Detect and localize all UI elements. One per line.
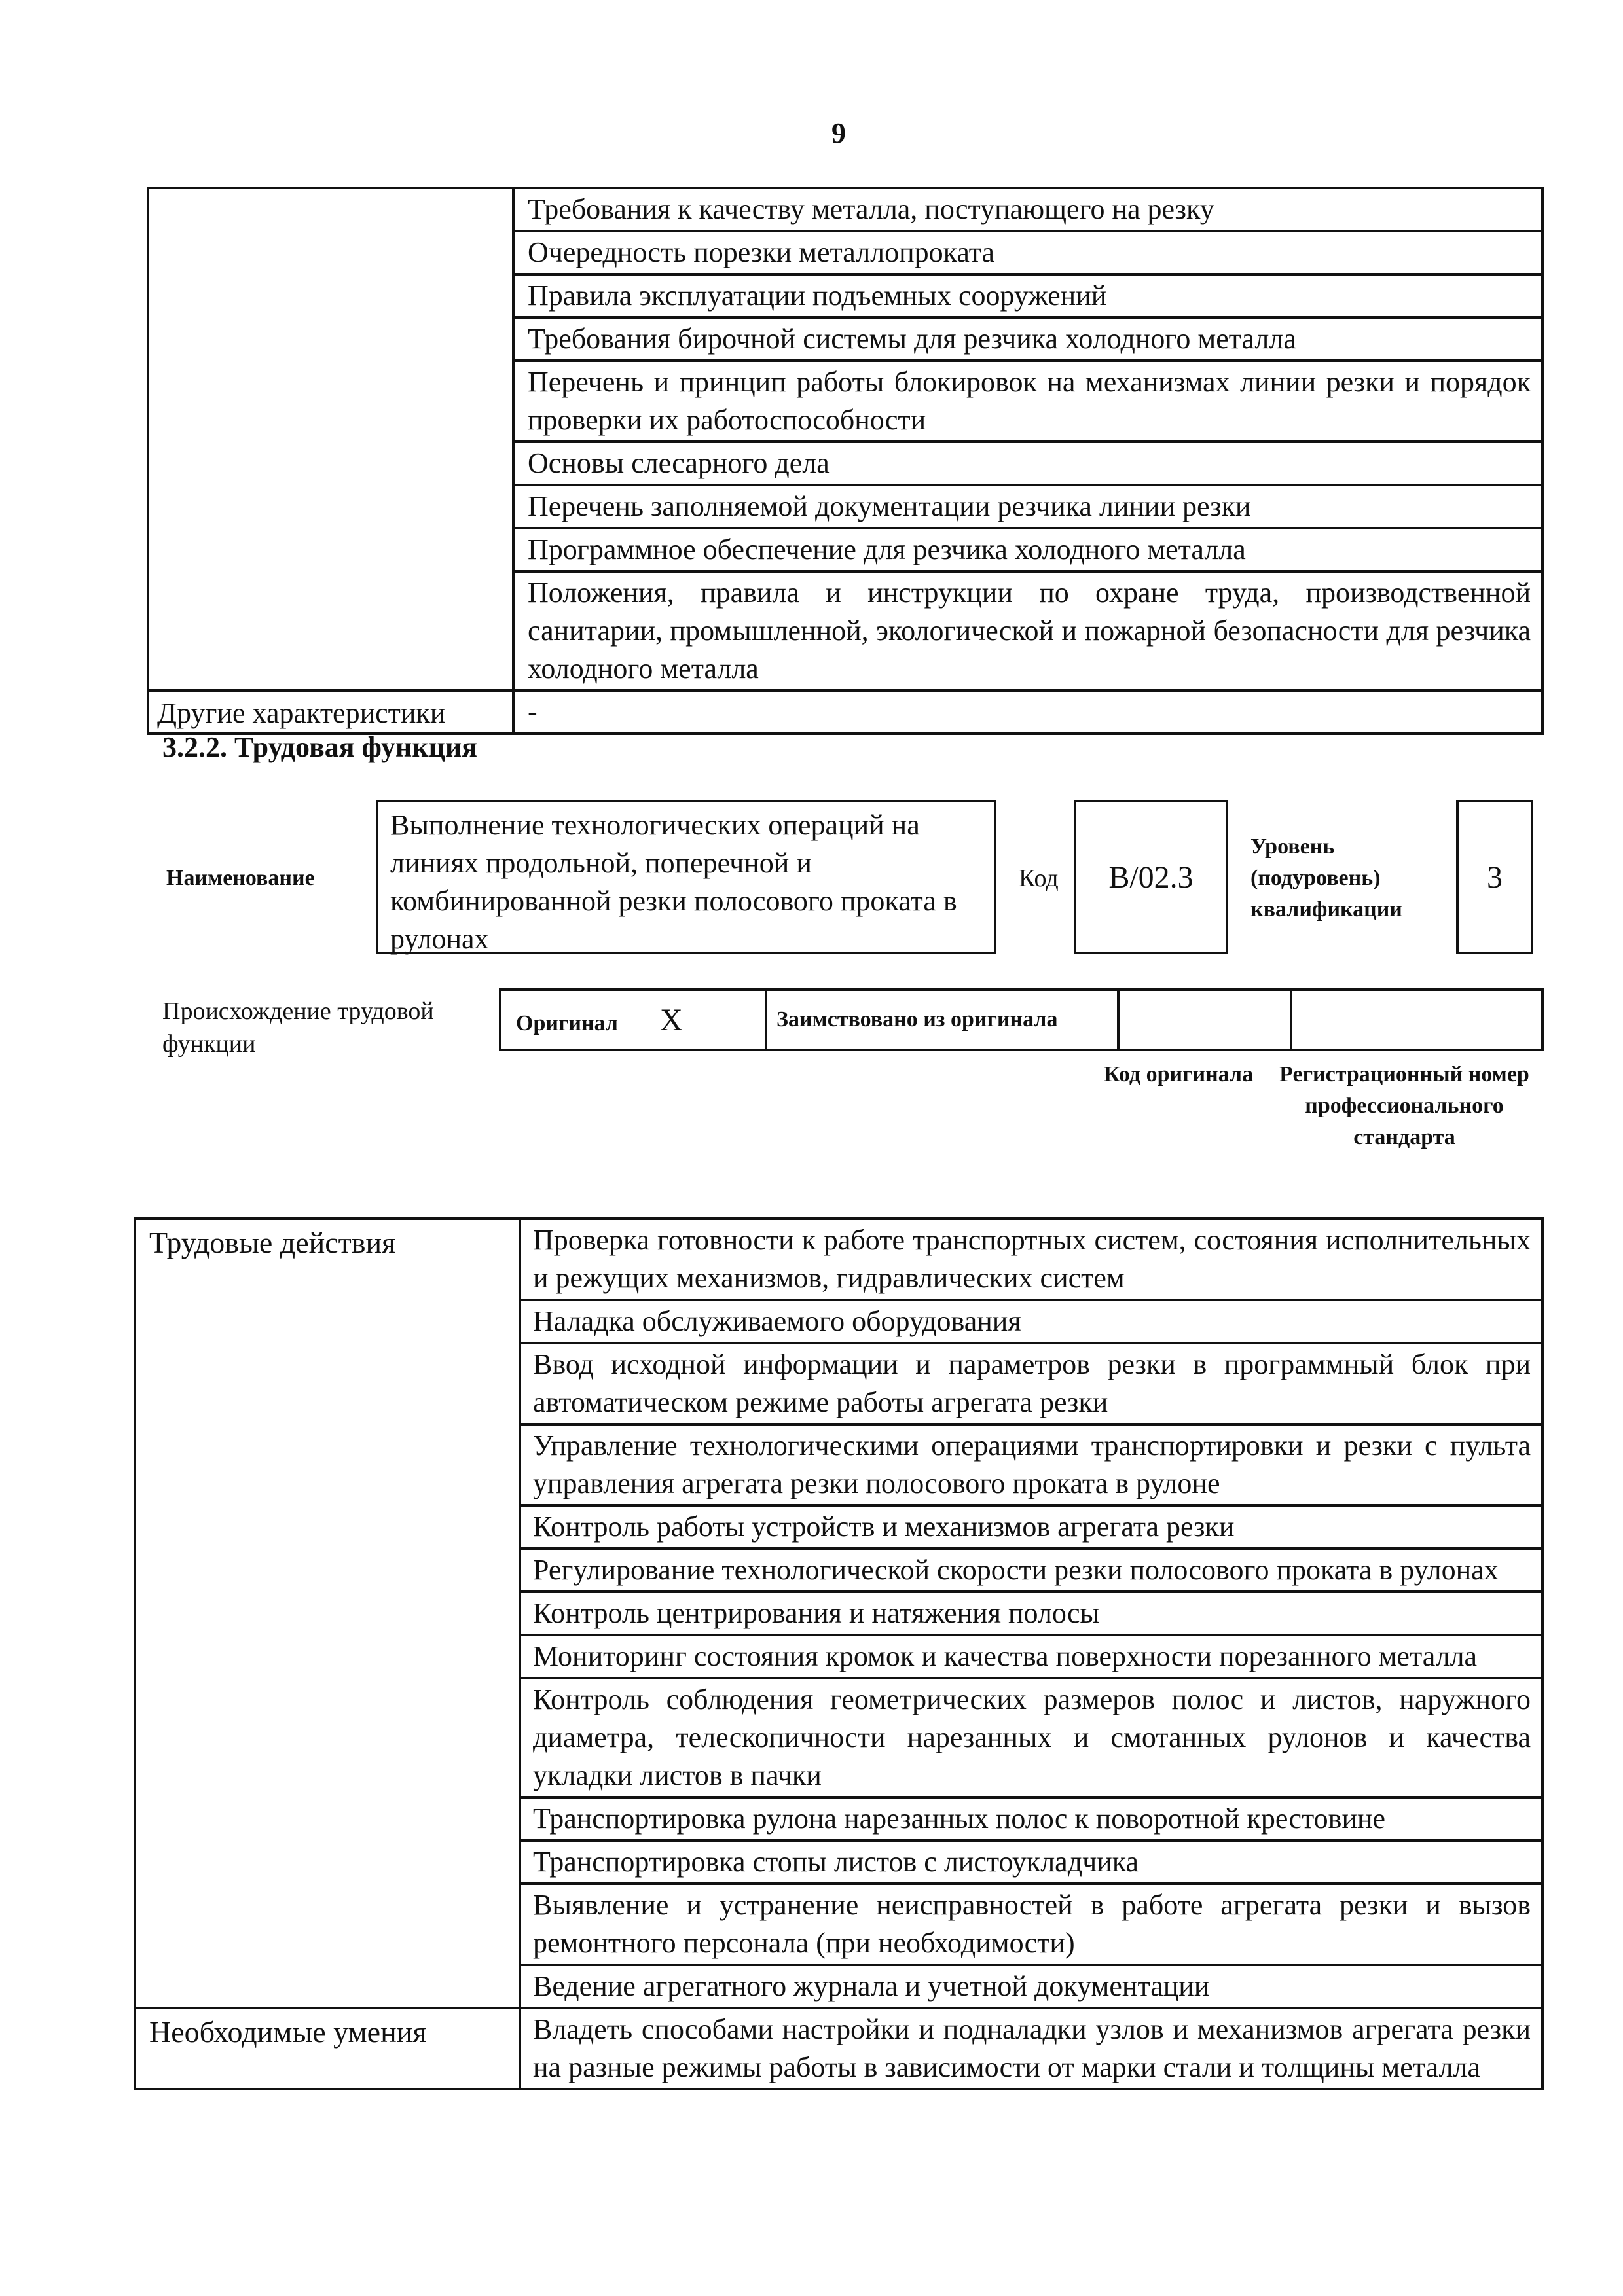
action-item: Наладка обслуживаемого оборудования xyxy=(520,1300,1542,1343)
table-row xyxy=(135,2008,1542,2089)
action-item: Ввод исходной информации и параметров резки в программный блок при автоматическом режиме работы агрегата резки xyxy=(520,1343,1542,1424)
action-item: Транспортировка рулона нарезанных полос к поворотной крестовине xyxy=(520,1797,1542,1840)
action-item: Мониторинг состояния кромок и качества поверхности порезанного металла xyxy=(520,1635,1542,1678)
other-characteristics-label: Другие характеристики xyxy=(148,691,513,734)
original-label: Оригинал xyxy=(516,1011,618,1035)
action-item: Контроль соблюдения геометрических размеров полос и листов, наружного диаметра, телескопичности нарезанных и смотанных рулонов и качества укладки листов в пачки xyxy=(520,1678,1542,1797)
knowledge-item: Программное обеспечение для резчика холодного металла xyxy=(513,528,1542,571)
label-cell-empty xyxy=(148,188,513,691)
reg-number-cell xyxy=(1291,990,1542,1050)
code-label: Код xyxy=(1019,865,1059,892)
knowledge-item: Требования бирочной системы для резчика холодного металла xyxy=(513,317,1542,361)
action-item: Регулирование технологической скорости резки полосового проката в рулонах xyxy=(520,1549,1542,1592)
action-item: Контроль центрирования и натяжения полосы xyxy=(520,1592,1542,1635)
action-item: Ведение агрегатного журнала и учетной документации xyxy=(520,1965,1542,2008)
action-item: Выявление и устранение неисправностей в работе агрегата резки и вызов ремонтного персонала (при необходимости) xyxy=(520,1884,1542,1965)
origin-label: Происхождение трудовой функции xyxy=(162,997,434,1058)
original-cell xyxy=(500,990,766,1050)
knowledge-item: Положения, правила и инструкции по охране труда, производственной санитарии, промышленной, экологической и пожарной безопасности для резчика холодного металла xyxy=(513,571,1542,691)
table-row xyxy=(148,188,1542,231)
action-item: Управление технологическими операциями транспортировки и резки с пульта управления агрегата резки полосового проката в рулоне xyxy=(520,1424,1542,1505)
section-title: 3.2.2. Трудовая функция xyxy=(162,731,478,763)
action-item: Проверка готовности к работе транспортных систем, состояния исполнительных и режущих механизмов, гидравлических систем xyxy=(520,1219,1542,1300)
knowledge-item: Требования к качеству металла, поступающего на резку xyxy=(513,188,1542,231)
page-number: 9 xyxy=(831,117,846,149)
table-row xyxy=(500,990,1542,1050)
action-item: Транспортировка стопы листов с листоукладчика xyxy=(520,1840,1542,1884)
origin-table xyxy=(499,988,1544,1051)
skills-label: Необходимые умения xyxy=(135,2008,520,2089)
code-box: B/02.3 xyxy=(1074,800,1228,954)
actions-label: Трудовые действия xyxy=(135,1219,520,2008)
reg-number-caption: Регистрационный номер профессионального стандарта xyxy=(1279,1062,1529,1149)
table-row xyxy=(135,1219,1542,1300)
original-mark: X xyxy=(659,1002,683,1037)
knowledge-table xyxy=(147,187,1544,735)
function-name-box: Выполнение технологических операций на линиях продольной, поперечной и комбинированной резки полосового проката в рулонах xyxy=(376,800,996,954)
knowledge-item: Основы слесарного дела xyxy=(513,442,1542,485)
knowledge-item: Перечень заполняемой документации резчика линии резки xyxy=(513,485,1542,528)
table-row xyxy=(148,691,1542,734)
level-box: 3 xyxy=(1456,800,1533,954)
knowledge-item: Перечень и принцип работы блокировок на механизмах линии резки и порядок проверки их работоспособности xyxy=(513,361,1542,442)
knowledge-item: Очередность порезки металлопроката xyxy=(513,231,1542,274)
name-label: Наименование xyxy=(166,866,315,890)
skill-item: Владеть способами настройки и подналадки узлов и механизмов агрегата резки на разные режимы работы в зависимости от марки стали и толщины металла xyxy=(520,2008,1542,2089)
level-label: Уровень (подуровень) квалификации xyxy=(1250,834,1402,922)
other-characteristics-value: - xyxy=(513,691,1542,734)
original-code-caption: Код оригинала xyxy=(1103,1062,1254,1086)
original-code-cell xyxy=(1118,990,1291,1050)
actions-table xyxy=(134,1217,1544,2090)
action-item: Контроль работы устройств и механизмов агрегата резки xyxy=(520,1505,1542,1549)
knowledge-item: Правила эксплуатации подъемных сооружений xyxy=(513,274,1542,317)
borrowed-label: Заимствовано из оригинала xyxy=(766,990,1118,1050)
